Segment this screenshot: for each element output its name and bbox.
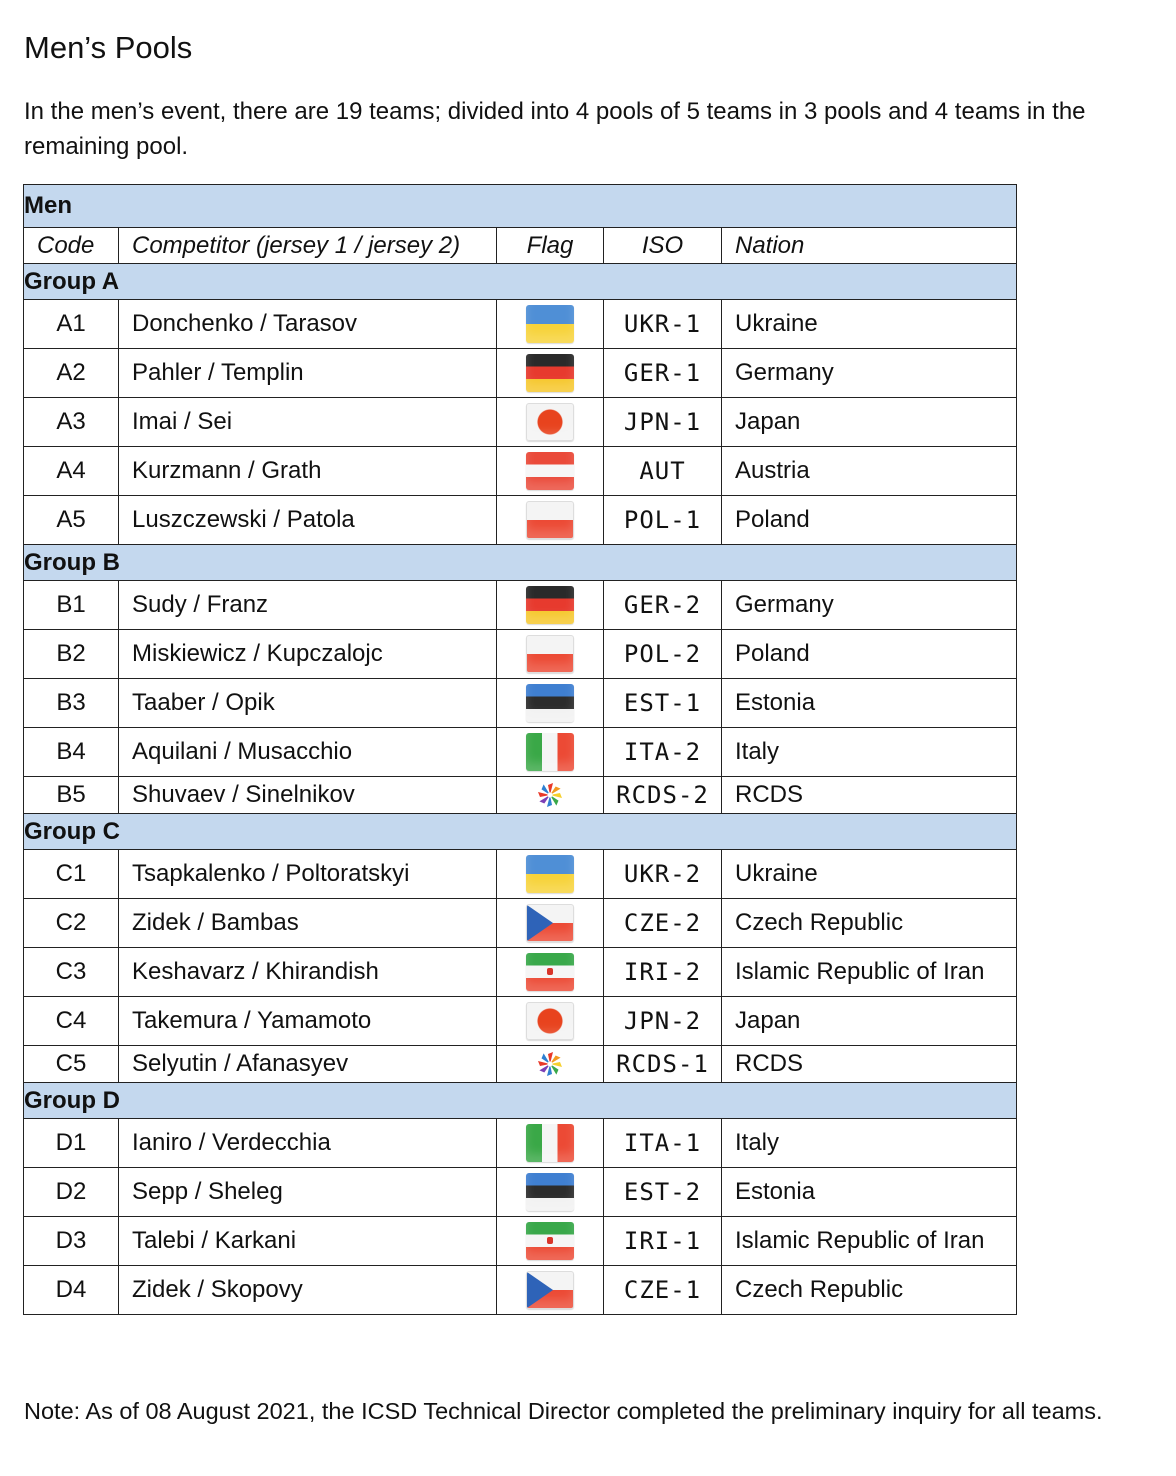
team-competitors: Talebi / Karkani <box>119 1217 497 1266</box>
mens-pools-table <box>23 184 1017 1315</box>
team-iso: EST-1 <box>604 679 722 728</box>
team-nation: Czech Republic <box>722 1266 1017 1315</box>
team-flag-cell <box>497 300 604 349</box>
team-flag-cell <box>497 1217 604 1266</box>
team-iso: RCDS-2 <box>604 777 722 814</box>
estonia-flag-icon <box>526 684 574 722</box>
team-flag-cell <box>497 679 604 728</box>
team-flag-cell <box>497 1168 604 1217</box>
team-iso: CZE-1 <box>604 1266 722 1315</box>
team-code: D1 <box>24 1119 119 1168</box>
table-row <box>24 630 1017 679</box>
estonia-flag-icon <box>526 1173 574 1211</box>
table-title-row <box>24 185 1017 228</box>
column-header-competitor: Competitor (jersey 1 / jersey 2) <box>119 228 497 264</box>
team-competitors: Ianiro / Verdecchia <box>119 1119 497 1168</box>
team-nation: Germany <box>722 349 1017 398</box>
team-competitors: Selyutin / Afanasyev <box>119 1046 497 1083</box>
team-iso: RCDS-1 <box>604 1046 722 1083</box>
team-flag-cell <box>497 630 604 679</box>
team-code: D4 <box>24 1266 119 1315</box>
germany-flag-icon <box>526 586 574 624</box>
page-title: Men’s Pools <box>24 30 193 65</box>
team-flag-cell <box>497 496 604 545</box>
team-code: A4 <box>24 447 119 496</box>
table-row <box>24 679 1017 728</box>
italy-flag-icon <box>526 733 574 771</box>
team-competitors: Tsapkalenko / Poltoratskyi <box>119 850 497 899</box>
team-competitors: Sudy / Franz <box>119 581 497 630</box>
team-nation: Estonia <box>722 1168 1017 1217</box>
column-header-iso: ISO <box>604 228 722 264</box>
group-name: Group C <box>24 814 1017 850</box>
team-competitors: Zidek / Bambas <box>119 899 497 948</box>
team-code: A1 <box>24 300 119 349</box>
team-nation: Ukraine <box>722 300 1017 349</box>
group-name: Group B <box>24 545 1017 581</box>
team-competitors: Luszczewski / Patola <box>119 496 497 545</box>
team-code: C1 <box>24 850 119 899</box>
team-nation: Poland <box>722 630 1017 679</box>
team-code: B3 <box>24 679 119 728</box>
team-competitors: Keshavarz / Khirandish <box>119 948 497 997</box>
table-row <box>24 899 1017 948</box>
group-header-row <box>24 545 1017 581</box>
team-code: B5 <box>24 777 119 814</box>
iran-flag-icon <box>526 1222 574 1260</box>
pools-table-body <box>24 185 1017 1315</box>
team-competitors: Donchenko / Tarasov <box>119 300 497 349</box>
team-nation: Italy <box>722 1119 1017 1168</box>
team-code: A5 <box>24 496 119 545</box>
team-flag-cell <box>497 581 604 630</box>
table-row <box>24 496 1017 545</box>
team-code: C4 <box>24 997 119 1046</box>
table-row <box>24 997 1017 1046</box>
table-row <box>24 300 1017 349</box>
japan-flag-icon <box>526 403 574 441</box>
team-nation: Poland <box>722 496 1017 545</box>
team-nation: Japan <box>722 997 1017 1046</box>
team-iso: UKR-1 <box>604 300 722 349</box>
team-flag-cell <box>497 349 604 398</box>
team-code: D3 <box>24 1217 119 1266</box>
table-row <box>24 850 1017 899</box>
team-competitors: Miskiewicz / Kupczalojc <box>119 630 497 679</box>
group-header-row <box>24 264 1017 300</box>
team-code: B1 <box>24 581 119 630</box>
team-nation: Japan <box>722 398 1017 447</box>
italy-flag-icon <box>526 1124 574 1162</box>
team-flag-cell <box>497 997 604 1046</box>
table-row <box>24 1119 1017 1168</box>
team-code: A2 <box>24 349 119 398</box>
team-nation: Ukraine <box>722 850 1017 899</box>
team-iso: CZE-2 <box>604 899 722 948</box>
rcds-logo-icon <box>535 1049 565 1079</box>
team-code: C2 <box>24 899 119 948</box>
team-competitors: Zidek / Skopovy <box>119 1266 497 1315</box>
team-code: B2 <box>24 630 119 679</box>
team-competitors: Kurzmann / Grath <box>119 447 497 496</box>
table-title: Men <box>24 185 1017 228</box>
team-iso: GER-2 <box>604 581 722 630</box>
czech-flag-icon <box>526 904 574 942</box>
team-competitors: Sepp / Sheleg <box>119 1168 497 1217</box>
column-header-nation: Nation <box>722 228 1017 264</box>
japan-flag-icon <box>526 1002 574 1040</box>
team-iso: JPN-2 <box>604 997 722 1046</box>
team-flag-cell <box>497 948 604 997</box>
table-row <box>24 1168 1017 1217</box>
team-nation: Islamic Republic of Iran <box>722 1217 1017 1266</box>
table-row <box>24 777 1017 814</box>
germany-flag-icon <box>526 354 574 392</box>
table-row <box>24 1046 1017 1083</box>
intro-paragraph: In the men’s event, there are 19 teams; divided into 4 pools of 5 teams in 3 pools and 4 teams in the remaining pool. <box>24 98 1086 160</box>
iran-flag-icon <box>526 953 574 991</box>
footnote: Note: As of 08 August 2021, the ICSD Technical Director completed the preliminary inquiry for all teams. <box>24 1398 1103 1424</box>
ukraine-flag-icon <box>526 855 574 893</box>
group-name: Group A <box>24 264 1017 300</box>
team-flag-cell <box>497 1046 604 1083</box>
team-iso: EST-2 <box>604 1168 722 1217</box>
team-iso: IRI-1 <box>604 1217 722 1266</box>
table-row <box>24 728 1017 777</box>
team-flag-cell <box>497 728 604 777</box>
team-flag-cell <box>497 398 604 447</box>
team-nation: RCDS <box>722 777 1017 814</box>
team-iso: ITA-2 <box>604 728 722 777</box>
table-row <box>24 581 1017 630</box>
poland-flag-icon <box>526 501 574 539</box>
table-row <box>24 447 1017 496</box>
team-iso: UKR-2 <box>604 850 722 899</box>
team-code: A3 <box>24 398 119 447</box>
table-row <box>24 1266 1017 1315</box>
team-nation: Estonia <box>722 679 1017 728</box>
table-row <box>24 1217 1017 1266</box>
czech-flag-icon <box>526 1271 574 1309</box>
column-header-flag: Flag <box>497 228 604 264</box>
team-iso: POL-2 <box>604 630 722 679</box>
team-iso: GER-1 <box>604 349 722 398</box>
team-competitors: Imai / Sei <box>119 398 497 447</box>
group-header-row <box>24 1083 1017 1119</box>
team-nation: RCDS <box>722 1046 1017 1083</box>
team-flag-cell <box>497 850 604 899</box>
team-competitors: Aquilani / Musacchio <box>119 728 497 777</box>
column-header-code: Code <box>24 228 119 264</box>
team-competitors: Takemura / Yamamoto <box>119 997 497 1046</box>
team-flag-cell <box>497 1119 604 1168</box>
team-flag-cell <box>497 899 604 948</box>
team-flag-cell <box>497 447 604 496</box>
table-row <box>24 948 1017 997</box>
team-iso: AUT <box>604 447 722 496</box>
team-competitors: Taaber / Opik <box>119 679 497 728</box>
team-iso: JPN-1 <box>604 398 722 447</box>
austria-flag-icon <box>526 452 574 490</box>
team-nation: Austria <box>722 447 1017 496</box>
team-nation: Germany <box>722 581 1017 630</box>
ukraine-flag-icon <box>526 305 574 343</box>
team-flag-cell <box>497 1266 604 1315</box>
group-name: Group D <box>24 1083 1017 1119</box>
team-nation: Islamic Republic of Iran <box>722 948 1017 997</box>
team-flag-cell <box>497 777 604 814</box>
team-code: C5 <box>24 1046 119 1083</box>
team-competitors: Pahler / Templin <box>119 349 497 398</box>
group-header-row <box>24 814 1017 850</box>
table-row <box>24 349 1017 398</box>
poland-flag-icon <box>526 635 574 673</box>
team-iso: POL-1 <box>604 496 722 545</box>
team-code: C3 <box>24 948 119 997</box>
rcds-logo-icon <box>535 780 565 810</box>
team-nation: Italy <box>722 728 1017 777</box>
team-code: D2 <box>24 1168 119 1217</box>
table-row <box>24 398 1017 447</box>
team-iso: ITA-1 <box>604 1119 722 1168</box>
column-header-row <box>24 228 1017 264</box>
team-iso: IRI-2 <box>604 948 722 997</box>
team-code: B4 <box>24 728 119 777</box>
team-competitors: Shuvaev / Sinelnikov <box>119 777 497 814</box>
team-nation: Czech Republic <box>722 899 1017 948</box>
